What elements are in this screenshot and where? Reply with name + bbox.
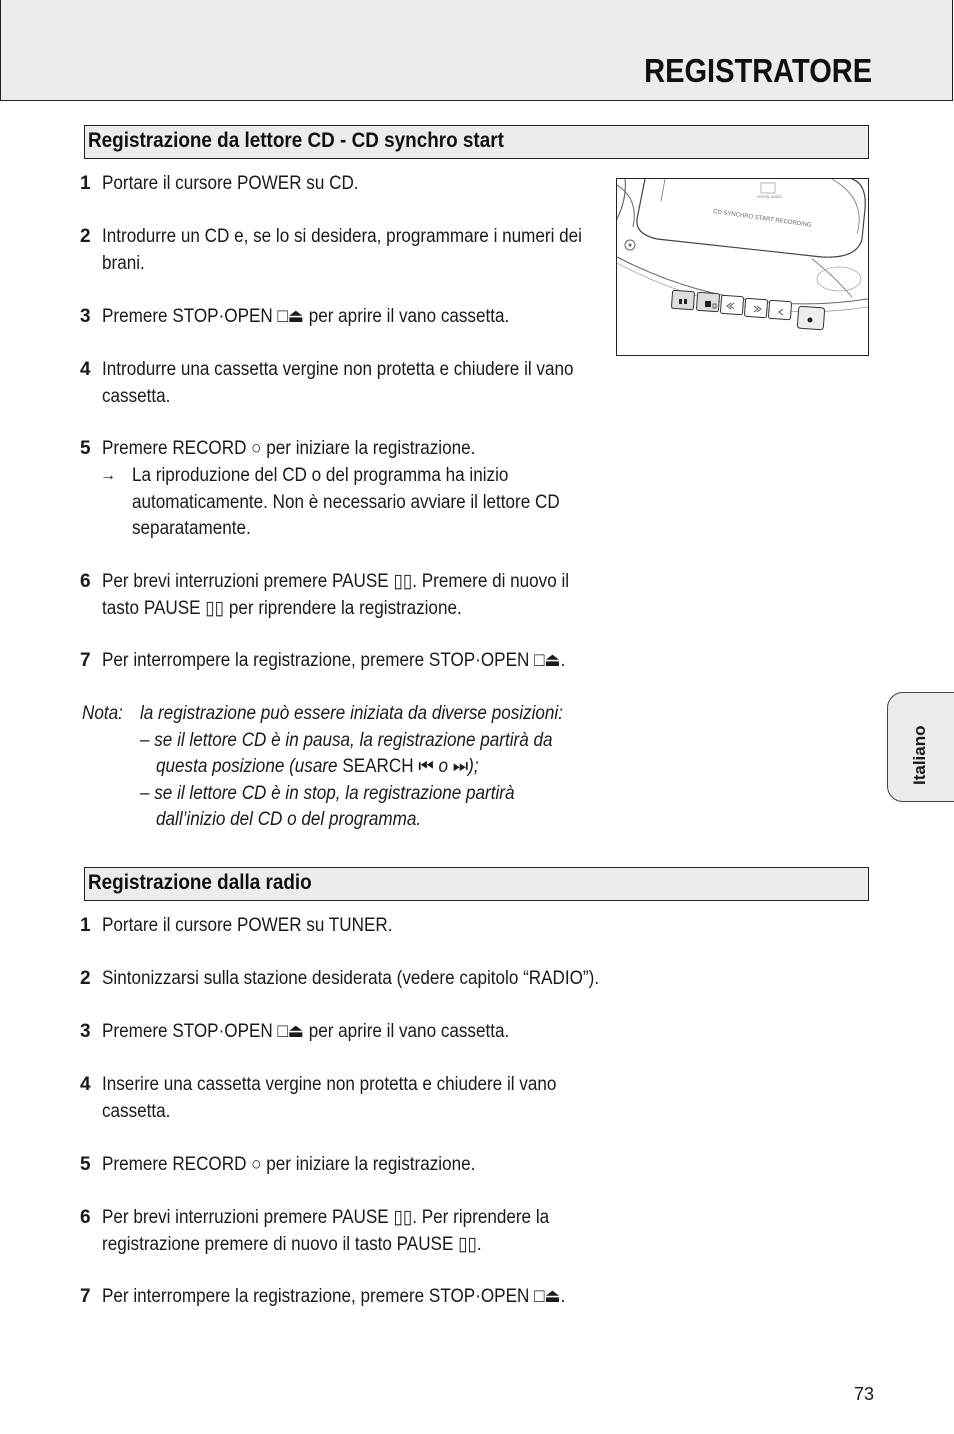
digital-audio-logo: DIGITAL AUDIO bbox=[757, 195, 783, 199]
page-number: 73 bbox=[854, 1384, 875, 1404]
step-text: Portare il cursore POWER su TUNER. bbox=[102, 915, 393, 936]
radio-step-1 bbox=[80, 913, 610, 940]
synchro-label: CD SYNCHRO START RECORDING bbox=[712, 209, 812, 229]
language-tab-label: Italiano bbox=[910, 725, 929, 785]
step-number: 7 bbox=[80, 650, 91, 671]
note-text: – se il lettore CD è in pausa, la registrazione partirà da bbox=[140, 729, 553, 751]
section-heading-radio bbox=[84, 867, 869, 901]
step-number: 5 bbox=[80, 438, 91, 459]
cd-step-3 bbox=[80, 304, 610, 331]
radio-step-3 bbox=[80, 1019, 610, 1046]
step-number: 3 bbox=[80, 1021, 91, 1042]
cassette-deck-drawing bbox=[617, 179, 868, 355]
note-text-part: questa posizione (usare bbox=[156, 756, 343, 777]
step-text: Per interrompere la registrazione, premere STOP·OPEN □⏏. bbox=[102, 650, 566, 671]
step-number: 5 bbox=[80, 1154, 91, 1175]
note-block bbox=[82, 701, 642, 834]
step-number: 1 bbox=[80, 915, 91, 936]
step-text: Introdurre una cassetta vergine non protetta e chiudere il vano bbox=[102, 359, 574, 380]
step-text: Sintonizzarsi sulla stazione desiderata (vedere capitolo “RADIO”). bbox=[102, 968, 600, 989]
cd-step-6 bbox=[80, 569, 610, 622]
radio-step-4 bbox=[80, 1072, 610, 1125]
radio-step-7 bbox=[80, 1284, 610, 1311]
step-text: Per brevi interruzioni premere PAUSE ▯▯. Per riprendere la bbox=[102, 1207, 550, 1228]
step-number: 6 bbox=[80, 571, 91, 592]
step-text-cont: tasto PAUSE ▯▯ per riprendere la registrazione. bbox=[102, 597, 462, 619]
step-text: Premere RECORD ○ per iniziare la registrazione. bbox=[102, 438, 476, 459]
language-tab bbox=[887, 692, 954, 802]
note-text bbox=[156, 754, 696, 781]
cd-step-4 bbox=[80, 357, 610, 410]
arrow-icon: → bbox=[100, 467, 116, 484]
step-text: Premere RECORD ○ per iniziare la registrazione. bbox=[102, 1154, 476, 1175]
cd-step-2 bbox=[80, 224, 610, 277]
step-text: Inserire una cassetta vergine non protetta e chiudere il vano bbox=[102, 1074, 557, 1095]
cd-step-5-result bbox=[100, 463, 620, 543]
step-number: 1 bbox=[80, 173, 91, 194]
section-heading-cd-label: Registrazione da lettore CD - CD synchro start bbox=[88, 129, 504, 152]
note-label: Nota: bbox=[82, 703, 123, 724]
note-text: – se il lettore CD è in stop, la registrazione partirà bbox=[140, 782, 515, 804]
step-text-cont: cassetta. bbox=[102, 1100, 171, 1122]
cd-step-1 bbox=[80, 171, 610, 198]
section-heading-radio-label: Registrazione dalla radio bbox=[88, 871, 312, 894]
note-text: dall’inizio del CD o del programma. bbox=[156, 809, 422, 830]
step-number: 4 bbox=[80, 359, 91, 380]
step-text-cont: cassetta. bbox=[102, 385, 171, 407]
step-text-cont: brani. bbox=[102, 252, 145, 274]
step-text: Introdurre un CD e, se lo si desidera, programmare i numeri dei bbox=[102, 226, 582, 247]
note-text-part: ); bbox=[468, 756, 479, 777]
step-text: Per interrompere la registrazione, premere STOP·OPEN □⏏. bbox=[102, 1286, 566, 1307]
step-text: Portare il cursore POWER su CD. bbox=[102, 173, 359, 194]
radio-step-2 bbox=[80, 966, 610, 993]
radio-step-5 bbox=[80, 1152, 610, 1179]
cd-step-7 bbox=[80, 648, 610, 675]
radio-step-6 bbox=[80, 1205, 610, 1258]
result-text: La riproduzione del CD o del programma ha inizio bbox=[132, 465, 509, 486]
step-number: 3 bbox=[80, 306, 91, 327]
step-number: 2 bbox=[80, 968, 91, 989]
step-number: 2 bbox=[80, 226, 91, 247]
note-text: la registrazione può essere iniziata da diverse posizioni: bbox=[140, 703, 563, 724]
cassette-deck-illustration bbox=[616, 178, 869, 356]
note-text-part: o bbox=[433, 756, 453, 777]
section-heading-cd bbox=[84, 125, 869, 159]
cd-step-5 bbox=[80, 436, 610, 463]
step-text: Per brevi interruzioni premere PAUSE ▯▯. Premere di nuovo il bbox=[102, 571, 570, 592]
page-title: REGISTRATORE bbox=[643, 52, 872, 89]
search-prev-label: SEARCH ⏮ bbox=[342, 756, 434, 777]
search-next-icon: ⏭ bbox=[452, 756, 469, 777]
result-text-cont: separatamente. bbox=[132, 518, 251, 539]
result-text-cont: automaticamente. Non è necessario avviare il lettore CD bbox=[132, 491, 560, 513]
step-text: Premere STOP·OPEN □⏏ per aprire il vano cassetta. bbox=[102, 1021, 510, 1042]
step-text-cont: registrazione premere di nuovo il tasto PAUSE ▯▯. bbox=[102, 1233, 482, 1255]
step-number: 7 bbox=[80, 1286, 91, 1307]
step-number: 4 bbox=[80, 1074, 91, 1095]
step-number: 6 bbox=[80, 1207, 91, 1228]
step-text: Premere STOP·OPEN □⏏ per aprire il vano cassetta. bbox=[102, 306, 510, 327]
